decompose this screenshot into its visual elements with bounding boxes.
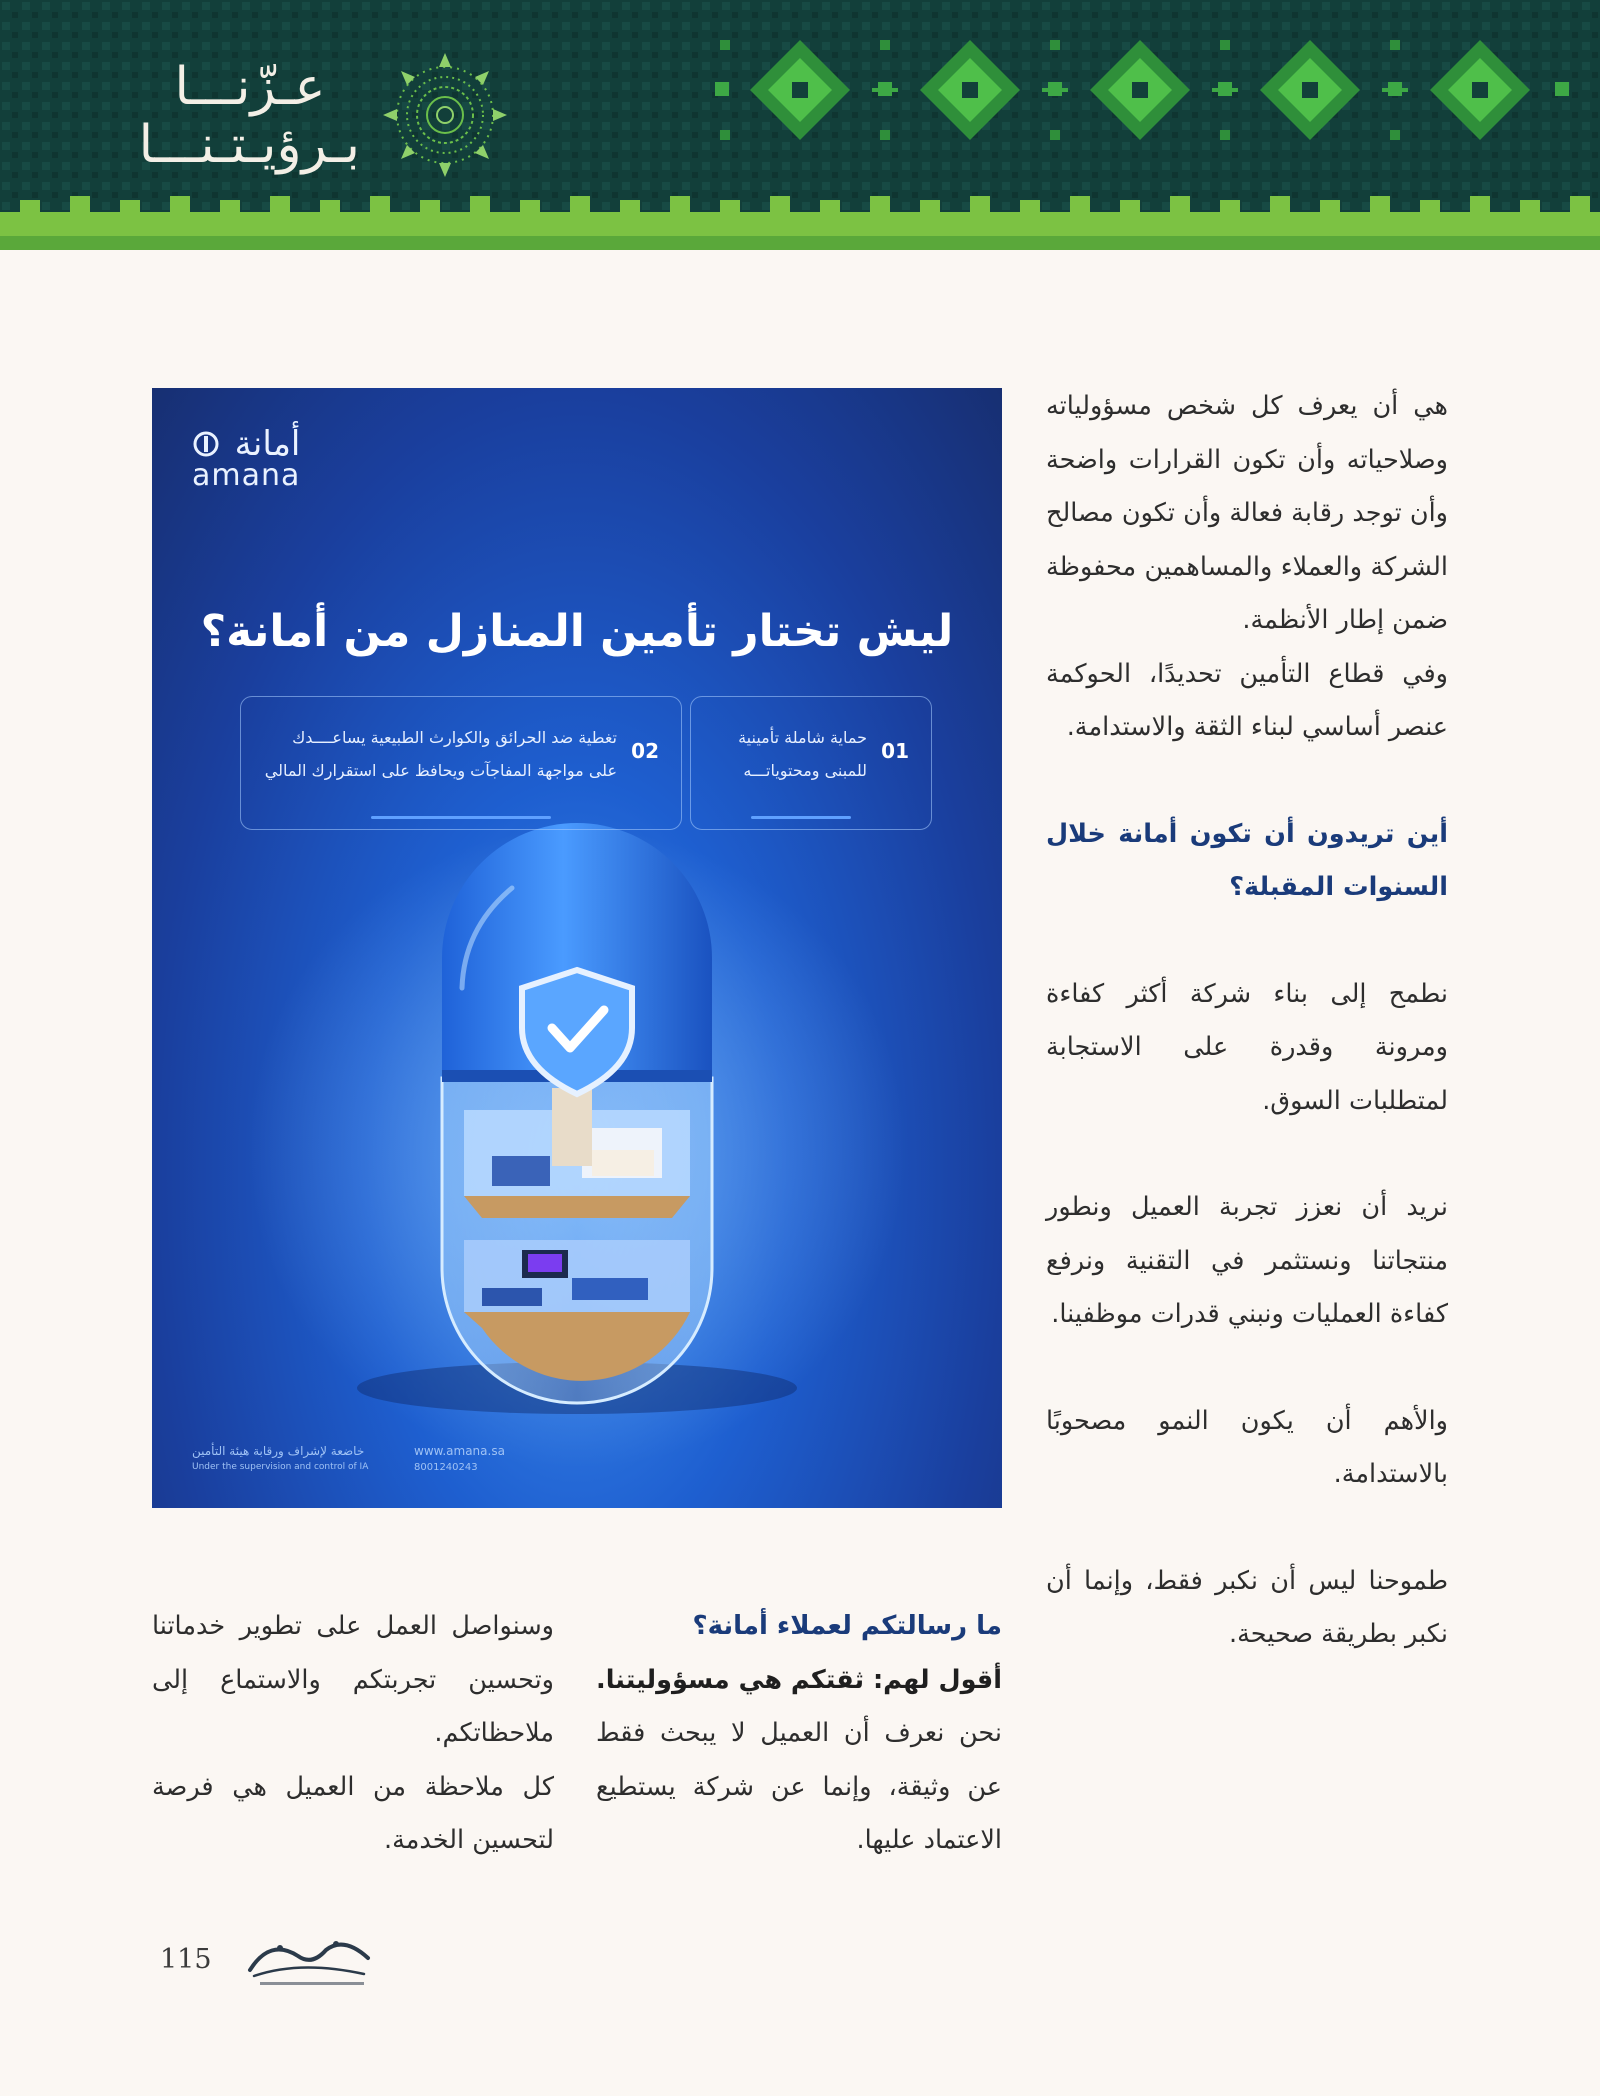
- paragraph: نطمح إلى بناء شركة أكثر كفاءة ومرونة وقدرة على الاستجابة لمتطلبات السوق.: [1046, 978, 1448, 1116]
- vision-emblem-icon: [380, 50, 510, 180]
- right-column: [1046, 380, 1448, 1662]
- left-column: [152, 1600, 554, 1868]
- feature-card-02: [240, 696, 682, 830]
- paragraph: نريد أن نعزز تجربة العميل ونطور منتجاتنا ونستثمر في التقنية ونرفع كفاءة العمليات ونبني قدرات موظفينا.: [1046, 1192, 1448, 1329]
- vision-logo-text: [140, 58, 360, 174]
- logo-line-2: بـرؤيـتـنـــا: [138, 115, 360, 175]
- page-number: 115: [160, 1944, 212, 1975]
- feature-underline: [371, 816, 551, 819]
- amana-mark-icon: [192, 430, 220, 458]
- paragraph: والأهم أن يكون النمو مصحوبًا بالاستدامة.: [1046, 1405, 1448, 1489]
- feature-number: 02: [631, 739, 659, 763]
- feature-underline: [751, 816, 851, 819]
- section-question: أين تريدون أن تكون أمانة خلال السنوات المقبلة؟: [1046, 818, 1448, 902]
- feature-text: [707, 721, 867, 787]
- brand-name-english: amana: [192, 458, 301, 493]
- middle-column: [596, 1600, 1002, 1868]
- feature-line-1: تغطية ضد الحرائق والكوارث الطبيعية يساعــــدك: [292, 728, 617, 747]
- paragraph: هي أن يعرف كل شخص مسؤولياته وصلاحياته وأن تكون القرارات واضحة وأن توجد رقابة فعالة وأن تكون مصالح الشركة والعملاء والمساهمين محفوظة ضمن إطار الأنظمة.: [1046, 391, 1448, 635]
- paragraph: وفي قطاع التأمين تحديدًا، الحوكمة عنصر أساسي لبناء الثقة والاستدامة.: [1046, 658, 1448, 742]
- regulator-text-arabic: خاضعة لإشراف ورقابة هيئة التأمين: [192, 1444, 365, 1458]
- ad-background-art: [152, 388, 1002, 1508]
- paragraph: وسنواصل العمل على تطوير خدماتنا وتحسين تجربتكم والاستماع إلى ملاحظاتكم.: [152, 1611, 554, 1748]
- lead-sentence: أقول لهم: ثقتكم هي مسؤوليتنا.: [596, 1664, 1002, 1695]
- feature-number: 01: [881, 739, 909, 763]
- paragraph: كل ملاحظة من العميل هي فرصة لتحسين الخدمة.: [152, 1771, 554, 1855]
- feature-line-2: على مواجهة المفاجآت ويحافظ على استقرارك المالي: [264, 761, 617, 780]
- brand-name-arabic: أمانة: [234, 424, 301, 464]
- magazine-logo: [240, 1930, 380, 1990]
- section-question: ما رسالتكم لعملاء أمانة؟: [692, 1611, 1002, 1641]
- paragraph: نحن نعرف أن العميل لا يبحث فقط عن وثيقة، وإنما عن شركة يستطيع الاعتماد عليها.: [596, 1718, 1002, 1855]
- amana-brand-logo: [192, 424, 301, 493]
- paragraph: طموحنا ليس أن نكبر فقط، وإنما أن نكبر بطريقة صحيحة.: [1046, 1565, 1448, 1649]
- feature-text: [247, 721, 617, 787]
- header-banner: [0, 0, 1600, 250]
- feature-line-2: للمبنى ومحتوياتـــه: [743, 761, 867, 780]
- website-text: www.amana.sa: [414, 1444, 505, 1458]
- ad-footer: [152, 1444, 1002, 1480]
- regulator-text-english: Under the supervision and control of IA: [192, 1462, 369, 1472]
- feature-line-1: حماية شاملة تأمينية: [738, 728, 867, 747]
- amana-ad-poster: [152, 388, 1002, 1508]
- phone-text: 8001240243: [414, 1462, 478, 1473]
- logo-line-1: عـزّنـــا: [174, 57, 326, 117]
- feature-card-01: [690, 696, 932, 830]
- ad-title: ليش تختار تأمين المنازل من أمانة؟: [200, 606, 954, 657]
